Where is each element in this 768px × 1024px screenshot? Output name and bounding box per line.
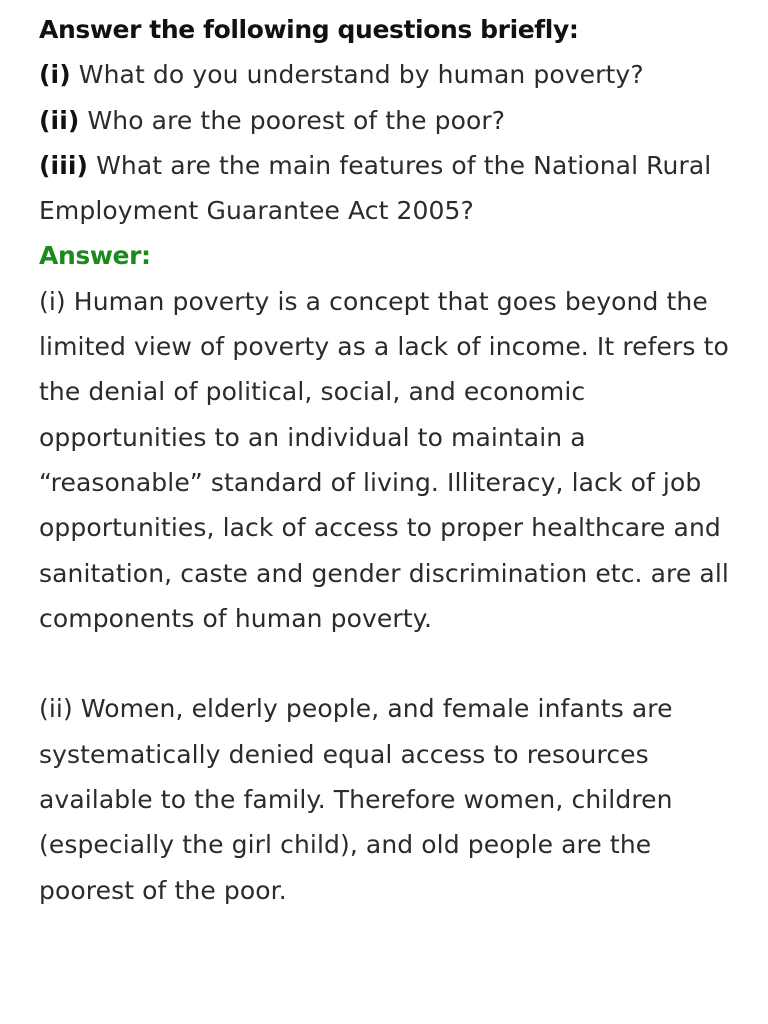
question-item — [39, 52, 739, 97]
question-number: (i) — [39, 60, 71, 90]
document-content — [39, 7, 739, 913]
question-number: (ii) — [39, 105, 80, 135]
question-text: Who are the poorest of the poor? — [87, 105, 506, 135]
question-text: What do you understand by human poverty? — [78, 60, 644, 90]
question-number: (iii) — [39, 150, 89, 180]
answer-paragraph: (ii) Women, elderly people, and female infants are systematically denied equal access to resources available to the family. Therefore women, children (especially the girl child), and old people are the poorest of the poor. — [39, 694, 673, 905]
answer-label: Answer: — [39, 241, 151, 271]
answer-paragraph: (i) Human poverty is a concept that goes beyond the limited view of poverty as a lack of income. It refers to the denial of political, social, and economic opportunities to an individual to maintain a “reasonable” standard of living. Illiteracy, lack of job opportunities, lack of access to proper healthcare and sanitation, caste and gender discrimination etc. are all components of human poverty. — [39, 286, 729, 633]
question-text: What are the main features of the National Rural Employment Guarantee Act 2005? — [39, 150, 712, 226]
page-title: Answer the following questions briefly: — [39, 15, 579, 44]
question-item — [39, 143, 739, 234]
question-item — [39, 98, 739, 143]
paragraph-spacer — [39, 641, 739, 686]
